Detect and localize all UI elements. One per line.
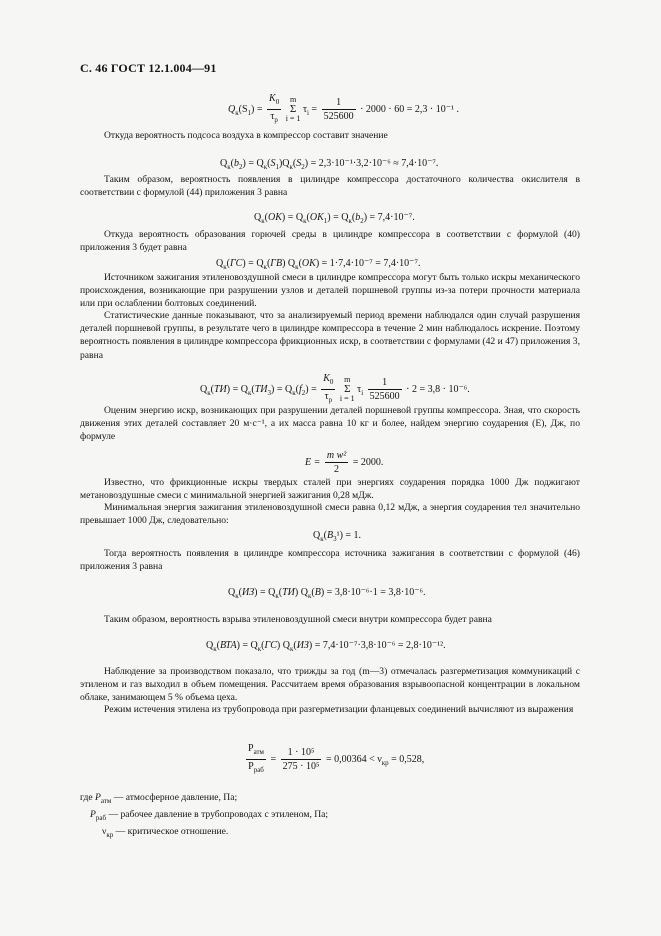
definition-p-rab: $P_{раб}$ — рабочее давление в трубопроводах с этиленом, Па; (90, 808, 329, 822)
paragraph-3: Откуда вероятность образования горючей среды в цилиндре компрессора в соответствии с формулой (40) приложения 3 будет равна (80, 229, 580, 254)
equation-3: $Q_к(OK) = Q_к(OK_1) = Q_к(b_2) = 7,4\cdot 10^{-7}$. (254, 212, 415, 225)
paragraph-6: Оценим энергию искр, возникающих при разрушении деталей поршневой группы компрессора. Зная, что скорость движения этих деталей составляет 20 м·с⁻¹, а их масса равна 10 кг и более, найдем энергию соударения (E), Дж, по формуле (80, 405, 580, 443)
definition-v-kr: $\nu_{кр}$ — критическое отношение. (102, 825, 229, 839)
paragraph-1: Откуда вероятность подсоса воздуха в компрессор составит значение (104, 130, 388, 141)
definitions-list (80, 791, 328, 842)
paragraph-11: Наблюдение за производством показало, что трижды за год (m—3) отмечалась разгерметизация коммуникаций с этиленом и газ выходил в объем помещения. Рассчитаем время образования взрывоопасной концентрации в локальном облаке, занимающем 5 % объема цеха. (80, 666, 580, 704)
equation-2: $Q_к(b_2) = Q_к(S_1)Q_к(S_2) = 2,3\cdot 10^{-1}\cdot 3,2\cdot 10^{-6} \approx 7,4\cdot 10^{-7}$. (220, 158, 439, 171)
paragraph-7: Известно, что фрикционные искры твердых сталей при энергиях соударения порядка 1000 Дж поджигают метановоздушные смеси с минимальной энергией зажигания 0,28 мДж. (80, 477, 580, 502)
equation-1: $Q_к(S_1)$ = $\frac{K_0}{\tau_р}$ m Σ i = 1 $\tau_i$ = $\frac{1}{525600}$ · 2000 · 60 = 2,3 · 10⁻¹ . (228, 93, 459, 124)
definition-p-atm: где $P_{атм}$ — атмосферное давление, Па; (80, 792, 238, 805)
equation-4: $Q_к(ГС) = Q_к(ГВ) Q_к(OK) = 1\cdot 7,4\cdot 10^{-7} = 7,4\cdot 10^{-7}$. (216, 258, 421, 271)
page-header: С. 46 ГОСТ 12.1.004—91 (80, 61, 217, 75)
fraction-k0-taup: $\frac{K_0}{\tau_р}$ (269, 93, 280, 124)
paragraph-2: Таким образом, вероятность появления в цилиндре компрессора достаточного количества окислителя в соответствии с формулой (44) приложения 3 равна (80, 174, 580, 199)
equation-8: $Q_к(ИЗ) = Q_к(ТИ) Q_к(В) = 3,8\cdot 10^{-6}\cdot 1 = 3,8\cdot 10^{-6}$. (228, 587, 426, 600)
paragraph-4: Источником зажигания этиленовоздушной смеси в цилиндре компрессора могут быть только искры механического происхождения, возникающие при разрушении узлов и деталей поршневой группы из-за потери прочности материала или при ослаблении болтовых соединений. (80, 272, 580, 310)
equation-9: $Q_к(ВТА) = Q_к(ГС) Q_к(ИЗ) = 7,4\cdot 10^{-7}\cdot 3,8\cdot 10^{-6} = 2,8\cdot 10^{-12}$. (206, 640, 446, 653)
equation-7: $Q_к(B_3^1) = 1$. (313, 530, 362, 543)
paragraph-9: Тогда вероятность появления в цилиндре компрессора источника зажигания в соответствии с формулой (46) приложения 3 равна (80, 548, 580, 573)
sum-sign: m Σ i = 1 (285, 95, 301, 123)
paragraph-10: Таким образом, вероятность взрыва этиленовоздушной смеси внутри компрессора будет равна (104, 614, 492, 625)
equation-5: $Q_к(ТИ) = Q_к(ТИ_3) = Q_к(f_2)$ = $\frac{K_0}{\tau_р}$ m Σ i = 1 $\tau_i$ $\frac{1}{525600}$ · 2 = 3,8 · 10⁻⁶. (200, 373, 470, 404)
fraction-1-525600: $\frac{1}{525600}$ (323, 97, 354, 122)
paragraph-5: Статистические данные показывают, что за анализируемый период времени наблюдался один случай разрушения деталей поршневой группы, в результате чего в цилиндре компрессора в течение 2 мин наблюдалось искрение. Поэтому вероятность появления в цилиндре компрессора фрикционных искр, в соответствии с формулами (42 и 47) приложения 3, равна (80, 310, 580, 361)
paragraph-12: Режим истечения этилена из трубопровода при разгерметизации фланцевых соединений вычисляют из выражения (104, 704, 574, 715)
equation-6: E = $\frac{\text{m w²}}{2}$ = 2000. (305, 450, 384, 475)
equation-10: $\frac{P_{атм}}{P_{раб}}$ = $\frac{\text{1 · 10⁵}}{\text{275 · 10⁵}}$ = $0,00364 < \nu_{кр} = 0,528$, (248, 743, 425, 774)
paragraph-8: Минимальная энергия зажигания этиленовоздушной смеси равна 0,12 мДж, а энергия соударения тел значительно превышает 1000 Дж, следовательно: (80, 502, 580, 527)
